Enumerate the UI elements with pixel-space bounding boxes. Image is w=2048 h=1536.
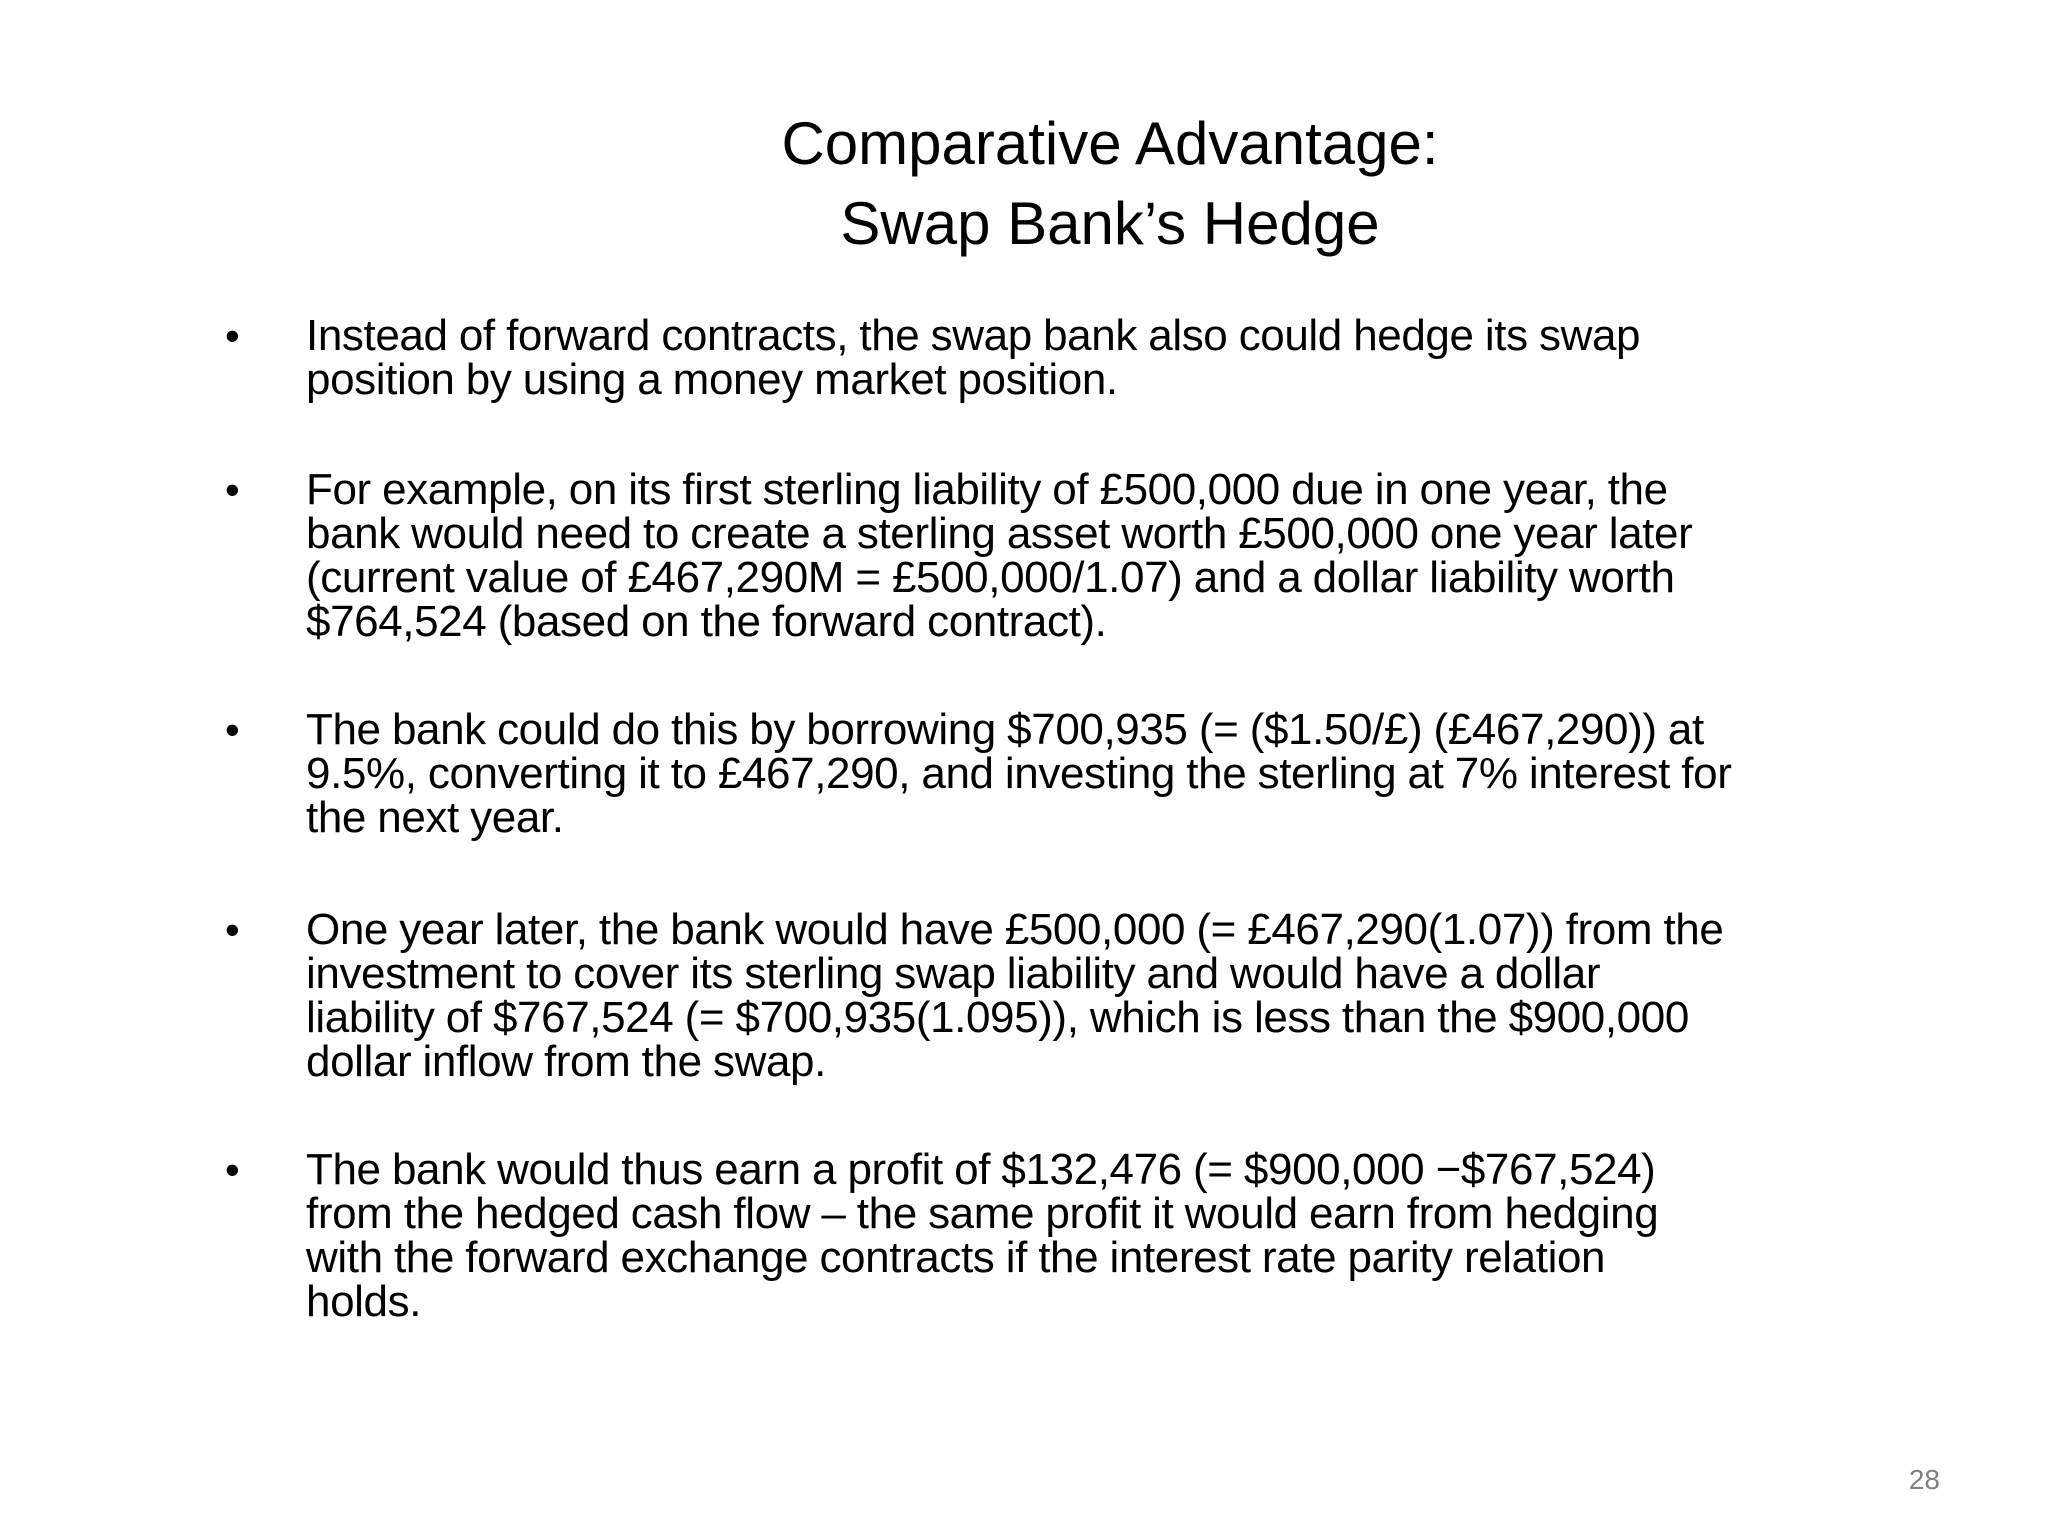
bullet-line: The bank would thus earn a profit of $132,476 (= $900,000 −$767,524) <box>306 1145 1656 1194</box>
bullet-line: liability of $767,524 (= $700,935(1.095)), which is less than the $900,000 <box>306 993 1689 1042</box>
bullet-text <box>306 1145 1926 1326</box>
bullet-line: For example, on its first sterling liability of £500,000 due in one year, the <box>306 465 1668 514</box>
bullet-line: (current value of £467,290M = £500,000/1.07) and a dollar liability worth <box>306 553 1675 602</box>
page-number: 28 <box>1908 1464 1940 1495</box>
bullet-text <box>306 465 1926 646</box>
slide-title-line-2: Swap Bank’s Hedge <box>840 190 1380 257</box>
bullet-line: position by using a money market position. <box>306 355 1118 404</box>
bullet-line: investment to cover its sterling swap liability and would have a dollar <box>306 949 1601 998</box>
slide-title <box>560 104 1660 264</box>
slide-title-line-1: Comparative Advantage: <box>781 110 1439 177</box>
bullet-text <box>306 705 1926 842</box>
bullet-line: Instead of forward contracts, the swap bank also could hedge its swap <box>306 311 1641 360</box>
bullet-marker: • <box>225 1146 240 1193</box>
bullet-line: the next year. <box>306 793 564 842</box>
bullet-marker: • <box>225 312 240 359</box>
bullet-marker: • <box>225 706 240 753</box>
bullet-line: $764,524 (based on the forward contract). <box>306 597 1107 646</box>
bullet-text <box>306 905 1926 1086</box>
bullet-marker: • <box>225 466 240 513</box>
bullet-line: bank would need to create a sterling asset worth £500,000 one year later <box>306 509 1693 558</box>
bullet-text <box>306 311 1926 404</box>
bullet-line: with the forward exchange contracts if the interest rate parity relation <box>306 1233 1606 1282</box>
bullet-line: dollar inflow from the swap. <box>306 1037 826 1086</box>
bullet-line: The bank could do this by borrowing $700,935 (= ($1.50/£) (£467,290)) at <box>306 705 1704 754</box>
bullet-line: from the hedged cash flow – the same profit it would earn from hedging <box>306 1189 1659 1238</box>
bullet-marker: • <box>225 906 240 953</box>
bullet-line: holds. <box>306 1277 422 1326</box>
bullet-line: 9.5%, converting it to £467,290, and investing the sterling at 7% interest for <box>306 749 1732 798</box>
bullet-line: One year later, the bank would have £500,000 (= £467,290(1.07)) from the <box>306 905 1724 954</box>
